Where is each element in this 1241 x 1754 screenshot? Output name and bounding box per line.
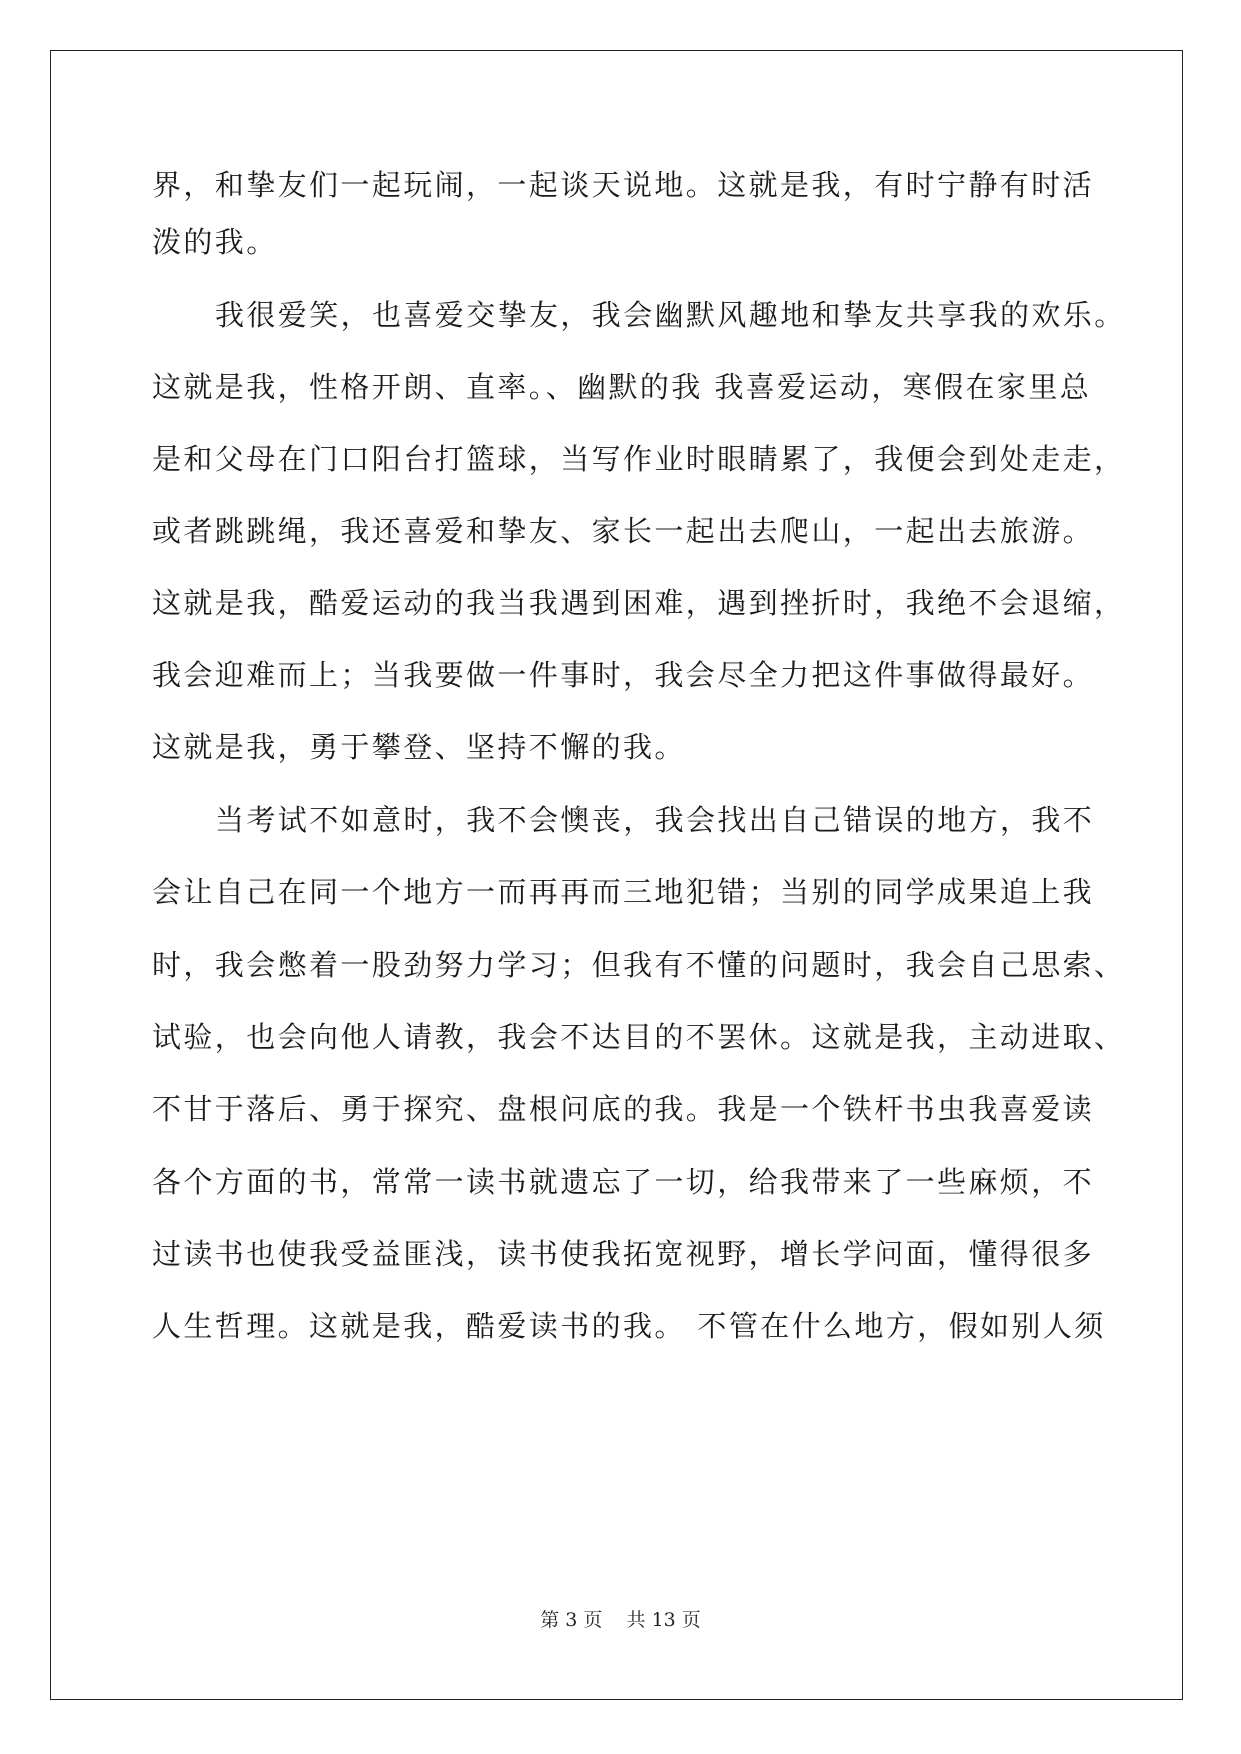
paragraph-first-line: 我很爱笑，也喜爱交挚友，我会幽默风趣地和挚友共享我的欢乐。 [215,298,1126,332]
text-line: 界，和挚友们一起玩闹，一起谈天说地。这就是我，有时宁静有时活 [152,168,1095,202]
text-line: 这就是我，酷爱运动的我当我遇到困难，遇到挫折时，我绝不会退缩， [152,586,1126,620]
text-line: 这就是我，性格开朗、直率。、幽默的我 我喜爱运动，寒假在家里总 [152,370,1092,404]
text-line: 试验，也会向他人请教，我会不达目的不罢休。这就是我，主动进取、 [152,1020,1126,1054]
text-line: 过读书也使我受益匪浅，读书使我拓宽视野，增长学问面，懂得很多 [152,1237,1095,1271]
text-line: 时，我会憋着一股劲努力学习；但我有不懂的问题时，我会自己思索、 [152,948,1126,982]
text-line: 泼的我。 [152,225,278,259]
text-line: 人生哲理。这就是我，酷爱读书的我。 不管在什么地方，假如别人须 [152,1309,1106,1343]
paragraph-first-line: 当考试不如意时，我不会懊丧，我会找出自己错误的地方，我不 [215,803,1095,837]
text-line: 我会迎难而上；当我要做一件事时，我会尽全力把这件事做得最好。 [152,658,1095,692]
text-line: 不甘于落后、勇于探究、盘根问底的我。我是一个铁杆书虫我喜爱读 [152,1092,1095,1126]
text-line: 各个方面的书，常常一读书就遗忘了一切，给我带来了一些麻烦，不 [152,1165,1095,1199]
text-line: 是和父母在门口阳台打篮球，当写作业时眼睛累了，我便会到处走走， [152,442,1126,476]
text-line: 或者跳跳绳，我还喜爱和挚友、家长一起出去爬山，一起出去旅游。 [152,514,1095,548]
text-line: 会让自己在同一个地方一而再再而三地犯错；当别的同学成果追上我 [152,875,1095,909]
text-line: 这就是我，勇于攀登、坚持不懈的我。 [152,730,686,764]
page-number-footer: 第 3 页 共 13 页 [540,1609,701,1631]
